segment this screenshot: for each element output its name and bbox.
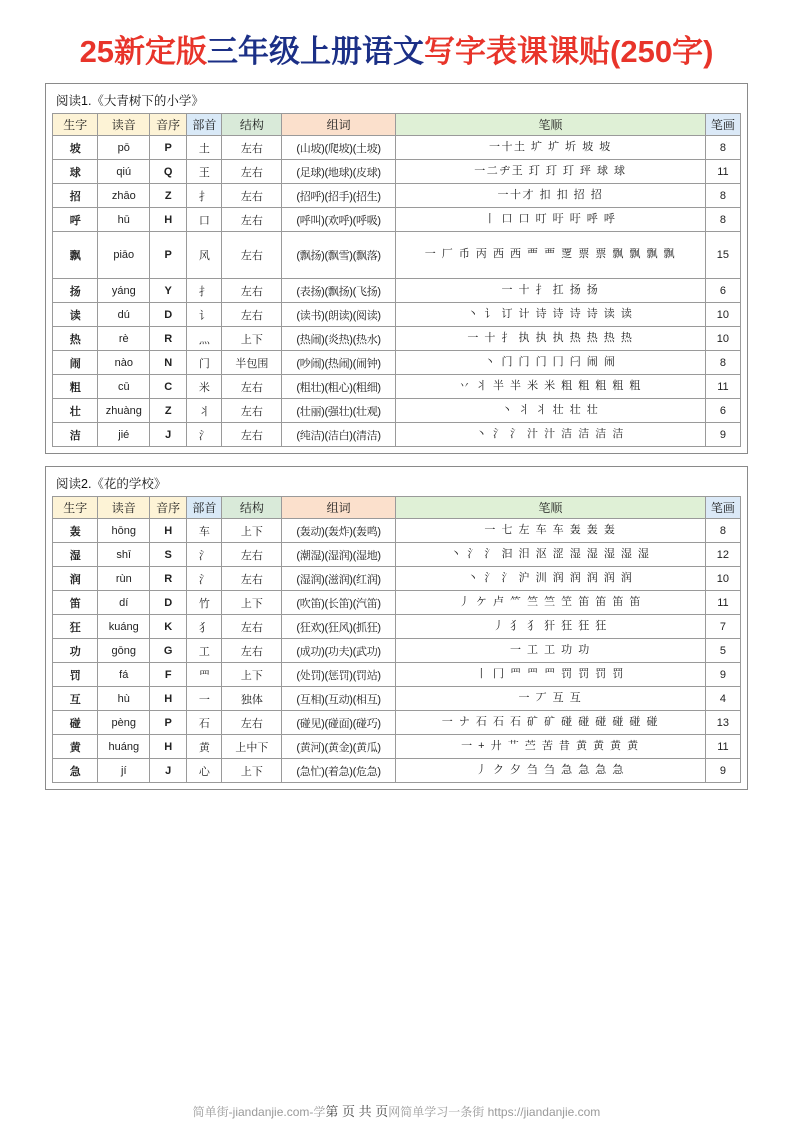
cell-radical: 口 bbox=[187, 208, 222, 232]
table-row bbox=[53, 615, 741, 639]
cell-pinyin: zhuàng bbox=[98, 399, 150, 423]
cell-radical: 讠 bbox=[187, 303, 222, 327]
header-duyin: 读音 bbox=[98, 497, 150, 519]
cell-character: 坡 bbox=[53, 136, 98, 160]
cell-radical: 罒 bbox=[187, 663, 222, 687]
cell-character: 壮 bbox=[53, 399, 98, 423]
cell-strokeorder: 丶 氵 氵 汩 汨 沤 涩 湿 湿 湿 湿 湿 bbox=[395, 543, 705, 567]
cell-words: (表扬)(飘扬)(飞扬) bbox=[282, 279, 396, 303]
cell-initial: N bbox=[150, 351, 187, 375]
cell-initial: Z bbox=[150, 399, 187, 423]
cell-pinyin: gōng bbox=[98, 639, 150, 663]
cell-words: (热闹)(炎热)(热水) bbox=[282, 327, 396, 351]
cell-strokeorder: 一十才 扣 扣 招 招 bbox=[395, 184, 705, 208]
cell-strokeorder: 一 丆 互 互 bbox=[395, 687, 705, 711]
cell-radical: 竹 bbox=[187, 591, 222, 615]
cell-strokeorder: 丶 氵 氵 沪 汌 润 润 润 润 润 bbox=[395, 567, 705, 591]
cell-words: (黄河)(黄金)(黄瓜) bbox=[282, 735, 396, 759]
cell-initial: H bbox=[150, 519, 187, 543]
table-row bbox=[53, 327, 741, 351]
cell-initial: D bbox=[150, 303, 187, 327]
character-table-1 bbox=[52, 113, 741, 447]
cell-words: (碰见)(碰面)(碰巧) bbox=[282, 711, 396, 735]
cell-character: 狂 bbox=[53, 615, 98, 639]
table-row bbox=[53, 663, 741, 687]
cell-strokeorder: 一 七 左 车 车 轰 轰 轰 bbox=[395, 519, 705, 543]
cell-pinyin: hù bbox=[98, 687, 150, 711]
cell-radical: 一 bbox=[187, 687, 222, 711]
cell-strokeorder: 一 厂 币 丙 西 西 覀 覀 覂 票 票 飘 飘 飘 飘 bbox=[395, 232, 705, 279]
cell-words: (吹笛)(长笛)(汽笛) bbox=[282, 591, 396, 615]
cell-radical: 灬 bbox=[187, 327, 222, 351]
cell-words: (成功)(功夫)(武功) bbox=[282, 639, 396, 663]
cell-structure: 左右 bbox=[222, 423, 282, 447]
cell-words: (呼叫)(欢呼)(呼吸) bbox=[282, 208, 396, 232]
cell-pinyin: shī bbox=[98, 543, 150, 567]
cell-structure: 上下 bbox=[222, 759, 282, 783]
cell-initial: S bbox=[150, 543, 187, 567]
cell-character: 润 bbox=[53, 567, 98, 591]
cell-pinyin: nào bbox=[98, 351, 150, 375]
cell-strokeorder: 一 ナ 石 石 石 矿 矿 碰 碰 碰 碰 碰 碰 bbox=[395, 711, 705, 735]
cell-character: 笛 bbox=[53, 591, 98, 615]
cell-pinyin: pèng bbox=[98, 711, 150, 735]
cell-character: 碰 bbox=[53, 711, 98, 735]
cell-words: (轰动)(轰炸)(轰鸣) bbox=[282, 519, 396, 543]
cell-initial: H bbox=[150, 687, 187, 711]
cell-strokecount: 11 bbox=[705, 591, 740, 615]
section-title-1: 阅读1.《大青树下的小学》 bbox=[56, 94, 204, 108]
cell-radical: 土 bbox=[187, 136, 222, 160]
cell-initial: R bbox=[150, 567, 187, 591]
cell-pinyin: fá bbox=[98, 663, 150, 687]
cell-pinyin: piāo bbox=[98, 232, 150, 279]
cell-pinyin: jié bbox=[98, 423, 150, 447]
cell-radical: 氵 bbox=[187, 423, 222, 447]
table-header-row bbox=[53, 114, 741, 136]
cell-character: 呼 bbox=[53, 208, 98, 232]
cell-character: 洁 bbox=[53, 423, 98, 447]
cell-structure: 左右 bbox=[222, 160, 282, 184]
cell-strokecount: 15 bbox=[705, 232, 740, 279]
cell-words: (吵闹)(热闹)(闹钟) bbox=[282, 351, 396, 375]
cell-words: (急忙)(着急)(危急) bbox=[282, 759, 396, 783]
header-bihua: 笔画 bbox=[705, 497, 740, 519]
cell-structure: 左右 bbox=[222, 543, 282, 567]
cell-words: (壮丽)(强壮)(壮观) bbox=[282, 399, 396, 423]
cell-radical: 车 bbox=[187, 519, 222, 543]
cell-strokecount: 10 bbox=[705, 327, 740, 351]
cell-initial: Y bbox=[150, 279, 187, 303]
page-number: 第 页 共 页 bbox=[325, 1104, 389, 1119]
title-part-1: 25新定版 bbox=[79, 34, 208, 69]
cell-character: 轰 bbox=[53, 519, 98, 543]
cell-words: (山坡)(爬坡)(土坡) bbox=[282, 136, 396, 160]
table-row bbox=[53, 543, 741, 567]
cell-pinyin: pō bbox=[98, 136, 150, 160]
cell-initial: G bbox=[150, 639, 187, 663]
cell-initial: P bbox=[150, 711, 187, 735]
page-footer bbox=[0, 1101, 793, 1120]
cell-pinyin: huáng bbox=[98, 735, 150, 759]
header-shengzi: 生字 bbox=[53, 497, 98, 519]
table-row bbox=[53, 184, 741, 208]
table-row bbox=[53, 759, 741, 783]
cell-radical: 门 bbox=[187, 351, 222, 375]
cell-pinyin: dú bbox=[98, 303, 150, 327]
cell-initial: J bbox=[150, 423, 187, 447]
cell-radical: 扌 bbox=[187, 184, 222, 208]
title-part-2: 三年级上册语文 bbox=[207, 34, 425, 69]
cell-strokeorder: 一十土 圹 圹 圻 坡 坡 bbox=[395, 136, 705, 160]
cell-character: 功 bbox=[53, 639, 98, 663]
cell-words: (处罚)(惩罚)(罚站) bbox=[282, 663, 396, 687]
cell-words: (狂欢)(狂风)(抓狂) bbox=[282, 615, 396, 639]
document-page bbox=[0, 26, 793, 1148]
header-yinxu: 音序 bbox=[150, 497, 187, 519]
cell-character: 互 bbox=[53, 687, 98, 711]
page-title bbox=[40, 26, 753, 71]
cell-words: (互相)(互动)(相互) bbox=[282, 687, 396, 711]
cell-strokeorder: 丿 ク 夕 刍 刍 急 急 急 急 bbox=[395, 759, 705, 783]
header-bishun: 笔顺 bbox=[395, 114, 705, 136]
cell-initial: R bbox=[150, 327, 187, 351]
cell-character: 球 bbox=[53, 160, 98, 184]
section-block-1 bbox=[45, 83, 748, 454]
cell-strokecount: 6 bbox=[705, 399, 740, 423]
cell-words: (招呼)(招手)(招生) bbox=[282, 184, 396, 208]
cell-strokeorder: 丶 丬 丬 壮 壮 壮 bbox=[395, 399, 705, 423]
header-yinxu: 音序 bbox=[150, 114, 187, 136]
cell-initial: H bbox=[150, 735, 187, 759]
cell-radical: 丬 bbox=[187, 399, 222, 423]
cell-radical: 氵 bbox=[187, 567, 222, 591]
cell-structure: 左右 bbox=[222, 136, 282, 160]
section-title-2: 阅读2.《花的学校》 bbox=[56, 477, 167, 491]
cell-initial: D bbox=[150, 591, 187, 615]
header-bihua: 笔画 bbox=[705, 114, 740, 136]
table-row bbox=[53, 160, 741, 184]
cell-strokeorder: 丶 讠 订 计 诗 诗 诗 诗 读 读 bbox=[395, 303, 705, 327]
header-duyin: 读音 bbox=[98, 114, 150, 136]
cell-initial: P bbox=[150, 232, 187, 279]
cell-strokeorder: 一 工 工 功 功 bbox=[395, 639, 705, 663]
header-zuci: 组词 bbox=[282, 497, 396, 519]
cell-strokecount: 6 bbox=[705, 279, 740, 303]
cell-character: 读 bbox=[53, 303, 98, 327]
cell-initial: H bbox=[150, 208, 187, 232]
cell-structure: 左右 bbox=[222, 375, 282, 399]
cell-strokeorder: 一 + 廾 艹 苎 苦 昔 黄 黄 黄 黄 bbox=[395, 735, 705, 759]
cell-structure: 左右 bbox=[222, 567, 282, 591]
table-row bbox=[53, 351, 741, 375]
cell-words: (潮湿)(湿润)(湿地) bbox=[282, 543, 396, 567]
cell-initial: J bbox=[150, 759, 187, 783]
cell-character: 急 bbox=[53, 759, 98, 783]
cell-character: 黄 bbox=[53, 735, 98, 759]
table-header-row bbox=[53, 497, 741, 519]
header-bishun: 笔顺 bbox=[395, 497, 705, 519]
section-block-2 bbox=[45, 466, 748, 790]
cell-initial: F bbox=[150, 663, 187, 687]
cell-strokecount: 8 bbox=[705, 351, 740, 375]
character-table-2 bbox=[52, 496, 741, 783]
cell-radical: 犭 bbox=[187, 615, 222, 639]
cell-pinyin: zhāo bbox=[98, 184, 150, 208]
cell-strokeorder: 丨 口 口 叮 吁 吁 呼 呼 bbox=[395, 208, 705, 232]
header-bushou: 部首 bbox=[187, 114, 222, 136]
table-row bbox=[53, 735, 741, 759]
cell-strokecount: 11 bbox=[705, 160, 740, 184]
cell-pinyin: hōng bbox=[98, 519, 150, 543]
title-part-3: 写字表课课贴(250字) bbox=[424, 34, 714, 69]
watermark-right: 网简单学习一条街 https://jiandanjie.com bbox=[388, 1105, 601, 1119]
cell-words: (粗壮)(粗心)(粗细) bbox=[282, 375, 396, 399]
cell-radical: 王 bbox=[187, 160, 222, 184]
cell-strokecount: 9 bbox=[705, 663, 740, 687]
table-row bbox=[53, 279, 741, 303]
cell-strokecount: 11 bbox=[705, 735, 740, 759]
cell-pinyin: qiú bbox=[98, 160, 150, 184]
header-bushou: 部首 bbox=[187, 497, 222, 519]
cell-structure: 左右 bbox=[222, 184, 282, 208]
cell-radical: 米 bbox=[187, 375, 222, 399]
cell-structure: 左右 bbox=[222, 208, 282, 232]
cell-structure: 上下 bbox=[222, 327, 282, 351]
cell-strokeorder: 丿 ケ 卢 ⺮ 竺 竺 笁 笛 笛 笛 笛 bbox=[395, 591, 705, 615]
table-row bbox=[53, 208, 741, 232]
cell-structure: 左右 bbox=[222, 279, 282, 303]
cell-words: (飘扬)(飘雪)(飘落) bbox=[282, 232, 396, 279]
cell-strokecount: 12 bbox=[705, 543, 740, 567]
cell-character: 热 bbox=[53, 327, 98, 351]
cell-pinyin: kuáng bbox=[98, 615, 150, 639]
cell-structure: 左右 bbox=[222, 399, 282, 423]
cell-radical: 石 bbox=[187, 711, 222, 735]
cell-strokeorder: 丨 冂 罒 罒 罒 罚 罚 罚 罚 bbox=[395, 663, 705, 687]
table-row bbox=[53, 136, 741, 160]
table-row bbox=[53, 711, 741, 735]
cell-initial: C bbox=[150, 375, 187, 399]
cell-character: 湿 bbox=[53, 543, 98, 567]
table-row bbox=[53, 519, 741, 543]
watermark-left: 简单街-jiandanjie.com-学 bbox=[192, 1105, 326, 1119]
cell-pinyin: rè bbox=[98, 327, 150, 351]
cell-strokeorder: 丷 丬 半 半 米 米 粗 粗 粗 粗 粗 bbox=[395, 375, 705, 399]
cell-words: (读书)(朗读)(阅读) bbox=[282, 303, 396, 327]
cell-structure: 左右 bbox=[222, 303, 282, 327]
cell-strokeorder: 丶 门 门 门 冂 闩 闹 闹 bbox=[395, 351, 705, 375]
cell-radical: 氵 bbox=[187, 543, 222, 567]
cell-character: 粗 bbox=[53, 375, 98, 399]
cell-words: (湿润)(滋润)(红润) bbox=[282, 567, 396, 591]
cell-radical: 心 bbox=[187, 759, 222, 783]
header-zuci: 组词 bbox=[282, 114, 396, 136]
cell-strokecount: 10 bbox=[705, 303, 740, 327]
cell-words: (纯洁)(洁白)(清洁) bbox=[282, 423, 396, 447]
cell-strokecount: 4 bbox=[705, 687, 740, 711]
cell-structure: 左右 bbox=[222, 639, 282, 663]
cell-initial: P bbox=[150, 136, 187, 160]
cell-initial: Q bbox=[150, 160, 187, 184]
cell-radical: 工 bbox=[187, 639, 222, 663]
cell-radical: 风 bbox=[187, 232, 222, 279]
cell-strokecount: 8 bbox=[705, 208, 740, 232]
cell-character: 罚 bbox=[53, 663, 98, 687]
cell-structure: 上下 bbox=[222, 663, 282, 687]
cell-radical: 扌 bbox=[187, 279, 222, 303]
cell-strokecount: 5 bbox=[705, 639, 740, 663]
table-row bbox=[53, 567, 741, 591]
cell-words: (足球)(地球)(皮球) bbox=[282, 160, 396, 184]
cell-radical: 黄 bbox=[187, 735, 222, 759]
cell-strokecount: 11 bbox=[705, 375, 740, 399]
cell-pinyin: rùn bbox=[98, 567, 150, 591]
cell-initial: Z bbox=[150, 184, 187, 208]
table-row bbox=[53, 232, 741, 279]
cell-strokecount: 10 bbox=[705, 567, 740, 591]
cell-strokecount: 13 bbox=[705, 711, 740, 735]
cell-strokeorder: 一 十 扌 扛 扬 扬 bbox=[395, 279, 705, 303]
cell-pinyin: dí bbox=[98, 591, 150, 615]
cell-strokecount: 9 bbox=[705, 423, 740, 447]
header-jiegou: 结构 bbox=[222, 497, 282, 519]
cell-strokecount: 7 bbox=[705, 615, 740, 639]
cell-strokeorder: 一二ヂ王 玎 玎 玎 玶 球 球 bbox=[395, 160, 705, 184]
cell-strokeorder: 一 十 扌 执 执 执 热 热 热 热 bbox=[395, 327, 705, 351]
cell-pinyin: hū bbox=[98, 208, 150, 232]
cell-character: 飘 bbox=[53, 232, 98, 279]
table-row bbox=[53, 591, 741, 615]
cell-pinyin: cū bbox=[98, 375, 150, 399]
cell-structure: 上下 bbox=[222, 591, 282, 615]
cell-character: 招 bbox=[53, 184, 98, 208]
cell-strokecount: 9 bbox=[705, 759, 740, 783]
cell-character: 扬 bbox=[53, 279, 98, 303]
table-row bbox=[53, 687, 741, 711]
table-row bbox=[53, 375, 741, 399]
header-jiegou: 结构 bbox=[222, 114, 282, 136]
cell-structure: 上中下 bbox=[222, 735, 282, 759]
header-shengzi: 生字 bbox=[53, 114, 98, 136]
cell-structure: 半包围 bbox=[222, 351, 282, 375]
cell-structure: 左右 bbox=[222, 232, 282, 279]
cell-structure: 左右 bbox=[222, 615, 282, 639]
cell-pinyin: jí bbox=[98, 759, 150, 783]
table-row bbox=[53, 399, 741, 423]
cell-structure: 上下 bbox=[222, 519, 282, 543]
cell-initial: K bbox=[150, 615, 187, 639]
table-row bbox=[53, 423, 741, 447]
cell-strokecount: 8 bbox=[705, 184, 740, 208]
cell-strokecount: 8 bbox=[705, 136, 740, 160]
cell-character: 闹 bbox=[53, 351, 98, 375]
cell-strokeorder: 丿 犭 犭 犴 狂 狂 狂 bbox=[395, 615, 705, 639]
table-row bbox=[53, 639, 741, 663]
cell-structure: 左右 bbox=[222, 711, 282, 735]
table-row bbox=[53, 303, 741, 327]
cell-strokeorder: 丶 氵 氵 汁 汁 洁 洁 洁 洁 bbox=[395, 423, 705, 447]
cell-strokecount: 8 bbox=[705, 519, 740, 543]
cell-pinyin: yáng bbox=[98, 279, 150, 303]
cell-structure: 独体 bbox=[222, 687, 282, 711]
